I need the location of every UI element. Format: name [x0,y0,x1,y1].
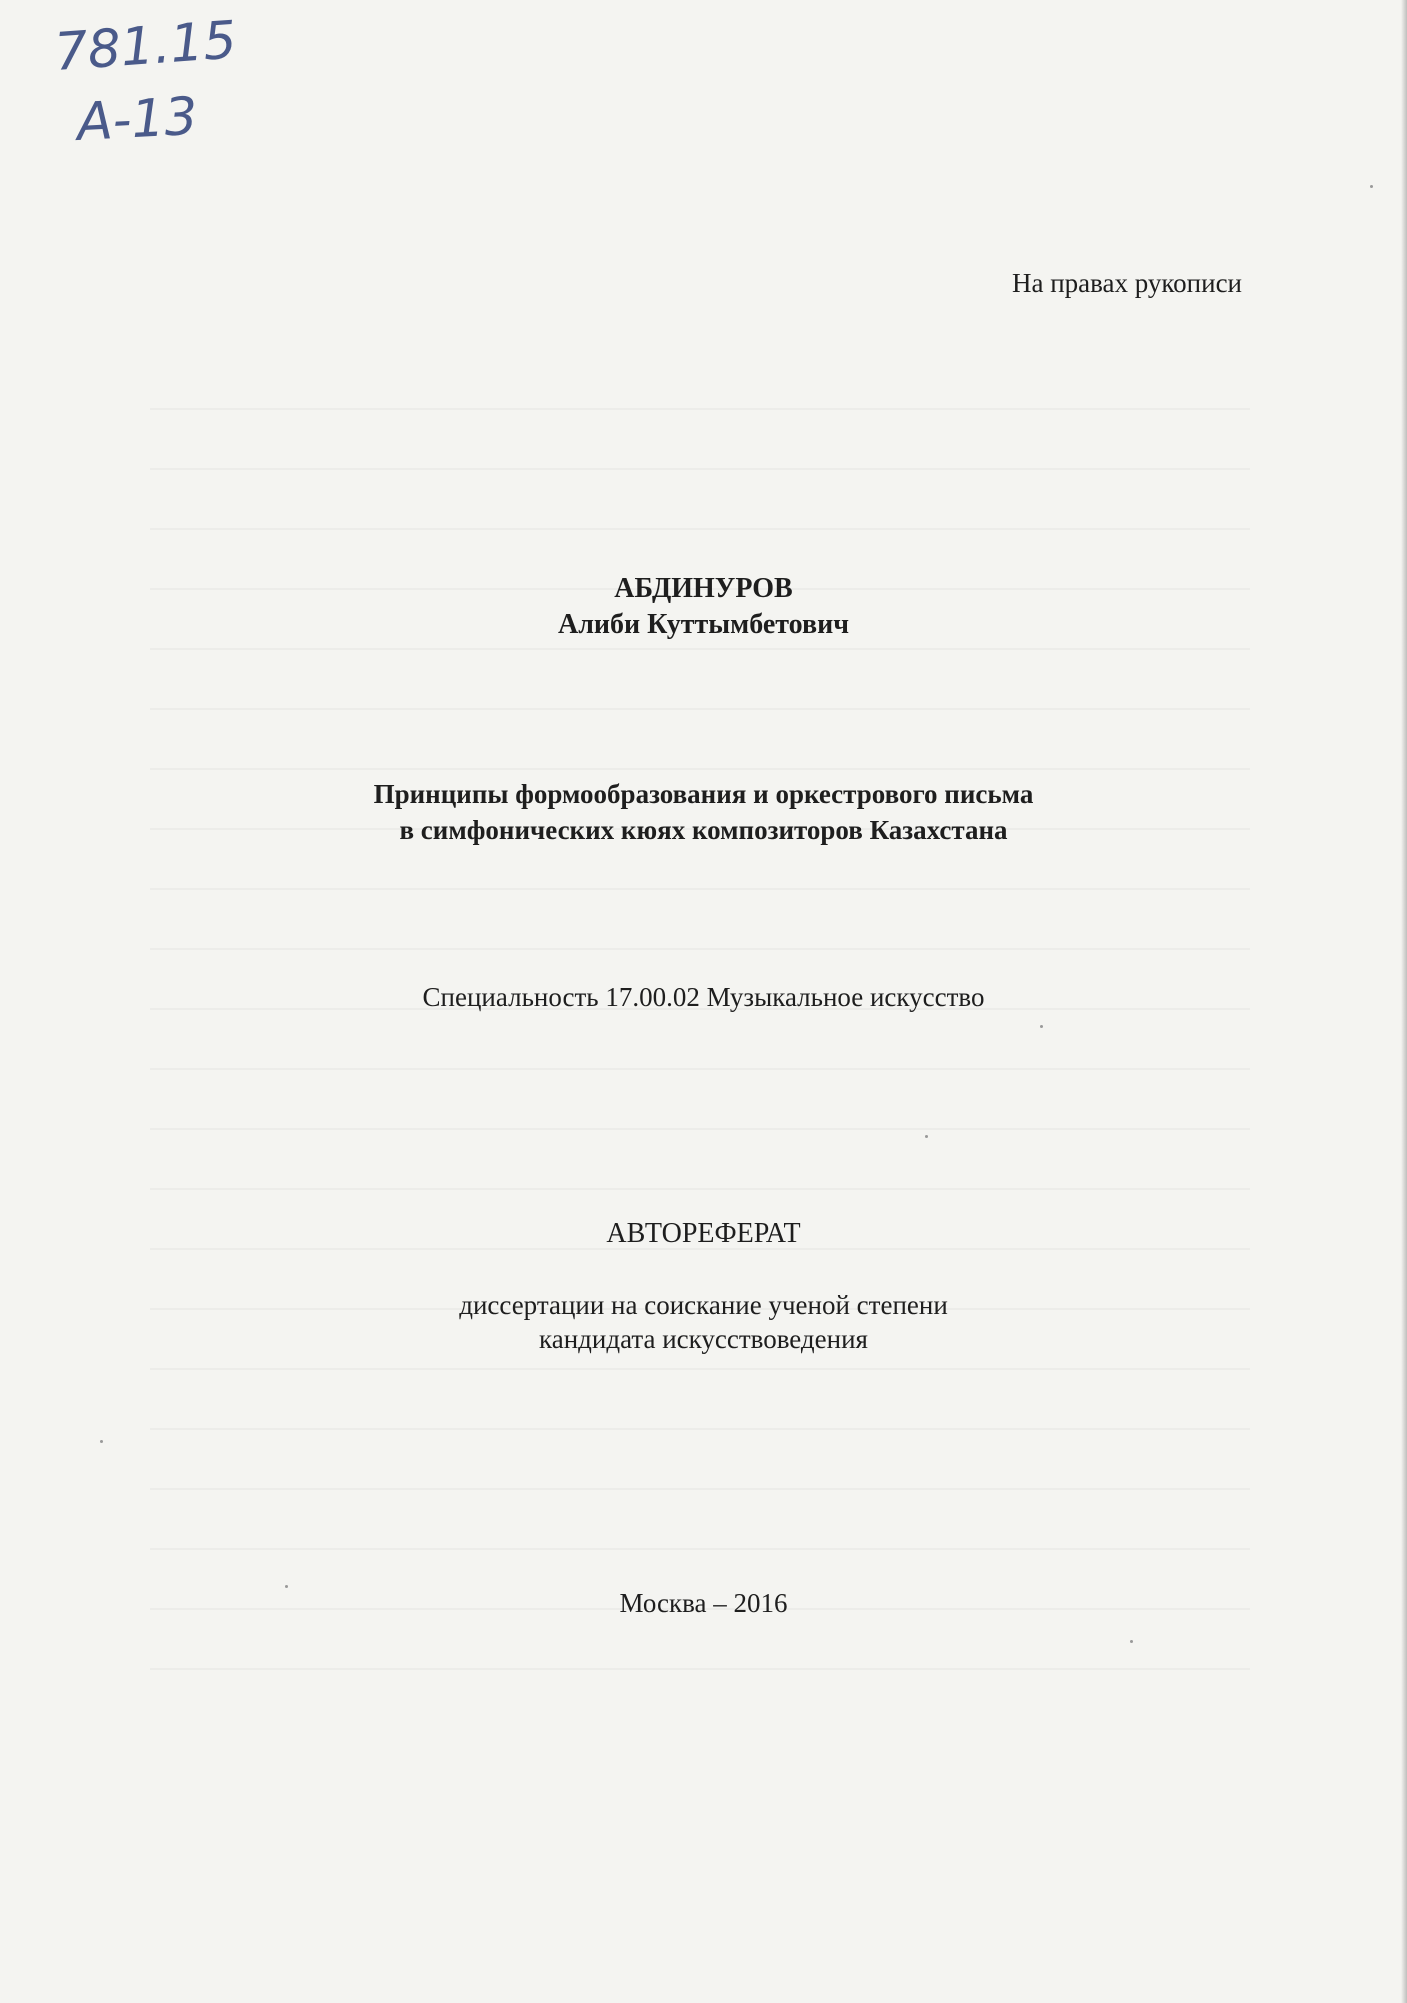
specialty: Специальность 17.00.02 Музыкальное искусство [422,982,985,1012]
paper-speck [1370,185,1373,188]
paper-speck [1130,1640,1133,1643]
manuscript-rights-notice: На правах рукописи [1011,268,1242,298]
author-surname: АБДИНУРОВ [614,573,793,604]
paper-speck [1040,1025,1043,1028]
dissertation-title-line-2: в симфонических кюях композиторов Казахстана [399,815,1008,845]
dissertation-degree-line-1: диссертации на соискание ученой степени [459,1290,948,1320]
city-year: Москва – 2016 [619,1588,788,1618]
paper-speck [285,1585,288,1588]
handwritten-line-1: 781.15 [52,10,239,83]
handwritten-catalog-note [48,10,288,160]
author-given-names: Алиби Куттымбетович [557,609,850,640]
dissertation-degree-line-2: кандидата искусствоведения [539,1324,868,1354]
dissertation-title-line-1: Принципы формообразования и оркестрового письма [373,779,1034,809]
handwritten-line-2: A-13 [75,86,200,153]
document-type: АВТОРЕФЕРАТ [606,1218,801,1249]
paper-speck [100,1440,103,1443]
handwritten-catalog-note-drawing [48,10,288,160]
paper-speck [925,1135,928,1138]
